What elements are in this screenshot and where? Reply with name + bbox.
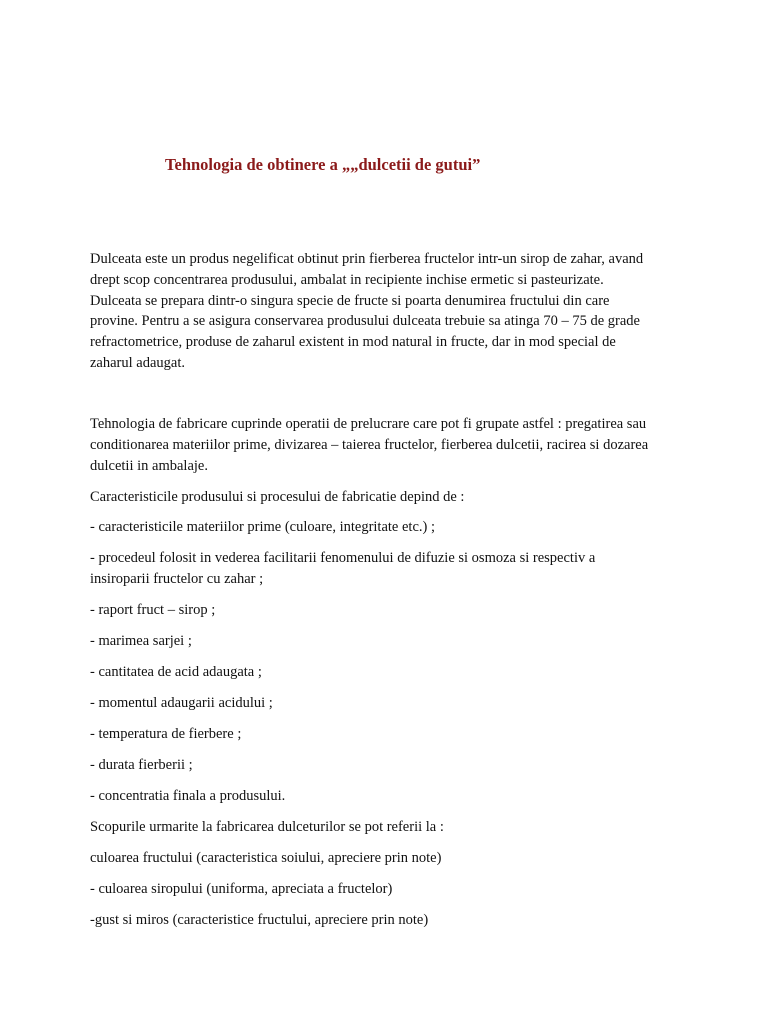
paragraph-line: provine. Pentru a se asigura conservarea produsului dulceata trebuie sa atinga 70 – 75 de grade (90, 313, 640, 330)
paragraph-line: Dulceata se prepara dintr-o singura specie de fructe si poarta denumirea fructului din care (90, 292, 610, 309)
paragraph-line: zaharul adaugat. (90, 354, 186, 371)
characteristics-heading: Caracteristicile produsului si procesului de fabricatie depind de : (90, 489, 465, 505)
list-item: - raport fruct – sirop ; (90, 602, 216, 618)
list-item: culoarea fructului (caracteristica soiului, apreciere prin note) (90, 850, 442, 866)
list-item-line: - procedeul folosit in vederea facilitarii fenomenului de difuzie si osmoza si respectiv a (90, 550, 596, 566)
paragraph-line: refractometrice, produse de zaharul existent in mod natural in fructe, dar in mod special de (90, 334, 616, 351)
paragraph-line: Tehnologia de fabricare cuprinde operatii de prelucrare care pot fi grupate astfel : pregatirea sau (90, 416, 647, 432)
intro-paragraph (90, 249, 690, 374)
technology-paragraph (90, 414, 690, 476)
paragraph-line: conditionarea materiilor prime, divizarea – taierea fructelor, fierberea dulcetii, racirea si dozarea (90, 436, 649, 453)
list-item: - temperatura de fierbere ; (90, 726, 242, 742)
list-item: - caracteristicile materiilor prime (culoare, integritate etc.) ; (90, 519, 435, 535)
list-item: - culoarea siropului (uniforma, apreciata a fructelor) (90, 881, 393, 897)
list-item: - marimea sarjei ; (90, 633, 192, 649)
goals-heading: Scopurile urmarite la fabricarea dulceturilor se pot referii la : (90, 819, 444, 835)
list-item-line: insiroparii fructelor cu zahar ; (90, 570, 264, 587)
paragraph-line: drept scop concentrarea produsului, ambalat in recipiente inchise ermetic si pasteurizate. (90, 271, 604, 288)
paragraph-line: dulcetii in ambalaje. (90, 457, 208, 474)
list-item: - concentratia finala a produsului. (90, 788, 286, 804)
list-item: - momentul adaugarii acidului ; (90, 695, 273, 711)
list-item: - durata fierberii ; (90, 757, 193, 773)
list-item: -gust si miros (caracteristice fructului, apreciere prin note) (90, 912, 429, 928)
list-item: - cantitatea de acid adaugata ; (90, 664, 262, 680)
paragraph-line: Dulceata este un produs negelificat obtinut prin fierberea fructelor intr-un sirop de zahar, avand (90, 251, 644, 267)
document-title: Tehnologia de obtinere a „„dulcetii de gutui” (165, 155, 481, 174)
list-item (90, 548, 690, 590)
